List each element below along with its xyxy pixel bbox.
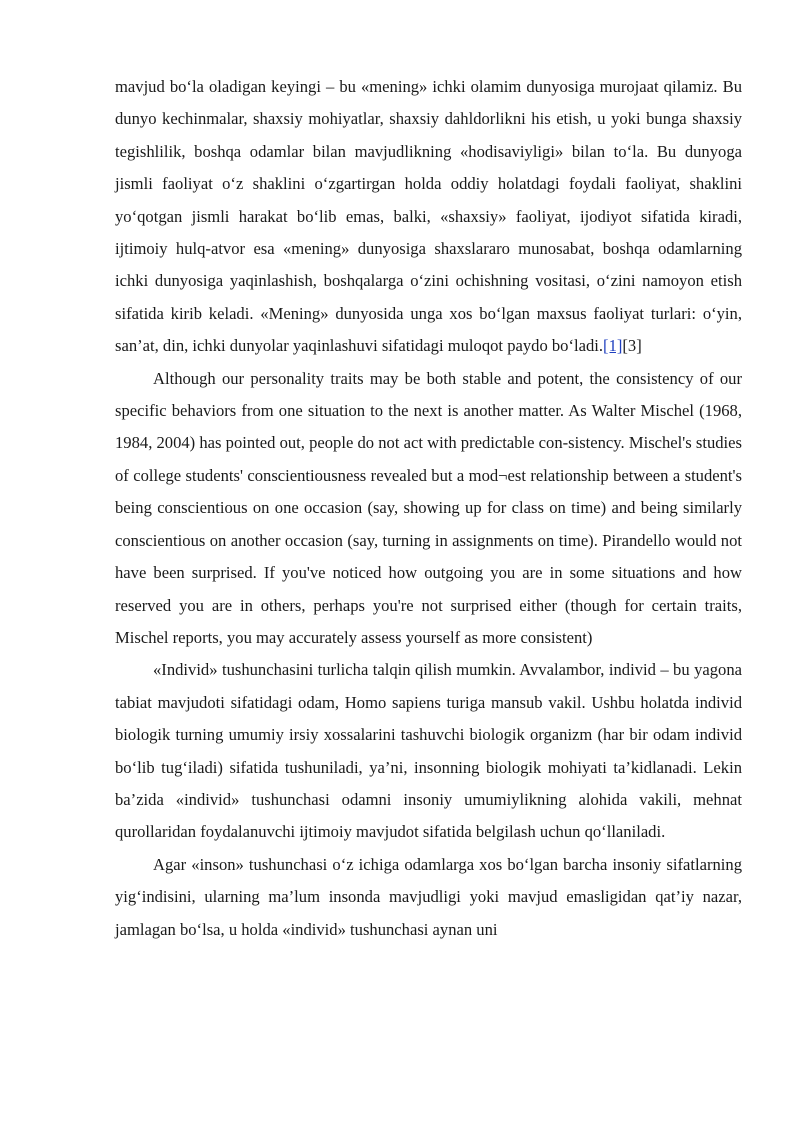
paragraph-text: mavjud bo‘la oladigan keyingi – bu «mening» ichki olamim dunyosiga murojaat qilamiz. Bu dunyo kechinmalar, shaxsiy mohiyatlar, shaxsiy dahldorlikni his etish, u yoki bunga shaxsiy tegishlilik, boshqa odamlar bilan mavjudlikning «hodisaviyligi» bilan to‘la. Bu dunyoga jismli faoliyat o‘z shaklini o‘zgartirgan holda oddiy holatdagi foydali faoliyat, shaklini yo‘qotgan jismli harakat bo‘lib emas, balki, «shaxsiy» faoliyat, ijodiyot sifatida kiradi, ijtimoiy hulq-atvor esa «mening» dunyosiga shaxslararo munosabat, boshqa odamlarning ichki dunyosiga yaqinlashish, boshqalarga o‘zini ochishning vositasi, o‘zini namoyon etish sifatida kirib keladi. «Mening» dunyosida unga xos bo‘lgan maxsus faoliyat turlari: o‘yin, san’at, din, ichki dunyolar yaqinlashuvi sifatidagi muloqot paydo bo‘ladi. <box>115 77 742 356</box>
paragraph-inson: Agar «inson» tushunchasi o‘z ichiga odamlarga xos bo‘lgan barcha insoniy sifatlarning yig‘indisini, ularning ma’lum insonda mavjudligi yoki mavjud emasligidan qat’iy nazar, jamlagan bo‘lsa, u holda «individ» tushunchasi aynan uni <box>115 854 742 939</box>
reference-3: [3] <box>622 336 642 356</box>
paragraph-mening-dunyosi <box>115 71 742 363</box>
paragraph-personality-traits: Although our personality traits may be both stable and potent, the consistency of our specific behaviors from one situation to the next is another matter. As Walter Mischel (1968, 1984, 2004) has pointed out, people do not act with predictable con-sistency. Mischel's studies of college students' conscientiousness revealed but a mod¬est relationship between a student's being conscientious on one occasion (say, showing up for class on time) and being similarly conscientious on another occasion (say, turning in assignments on time). Pirandello would not have been surprised. If you've noticed how outgoing you are in some situations and how reserved you are in others, perhaps you're not surprised either (though for certain traits, Mischel reports, you may accurately assess yourself as more consistent) <box>115 368 742 647</box>
reference-link-1[interactable]: [1] <box>603 336 623 356</box>
paragraph-individ: «Individ» tushunchasini turlicha talqin qilish mumkin. Avvalambor, individ – bu yagona tabiat mavjudoti sifatidagi odam, Homo sapiens turiga mansub vakil. Ushbu holatda individ biologik turning umumiy irsiy xossalarini tashuvchi biologik organizm (har bir odam individ bo‘lib tug‘iladi) sifatida tushuniladi, ya’ni, insonning biologik mohiyati ta’kidlanadi. Lekin ba’zida «individ» tushunchasi odamni insoniy umumiylikning alohida vakili, mehnat qurollaridan foydalanuvchi ijtimoiy mavjudot sifatida belgilash uchun qo‘llaniladi. <box>115 660 742 842</box>
document-body <box>115 71 742 946</box>
